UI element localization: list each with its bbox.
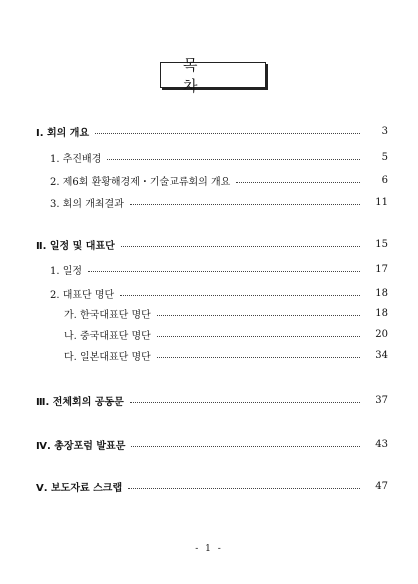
toc-entry-page: 37 — [375, 394, 388, 406]
toc-entry[interactable] — [0, 325, 418, 343]
dot-leader — [128, 487, 360, 489]
toc-entry[interactable] — [0, 260, 418, 278]
dot-leader — [130, 203, 360, 205]
toc-entry-page: 5 — [381, 151, 388, 163]
toc-entry-page: 11 — [375, 196, 388, 208]
toc-section[interactable] — [0, 477, 418, 495]
dot-leader — [130, 401, 360, 403]
toc-entry[interactable] — [0, 148, 418, 166]
toc-section[interactable] — [0, 435, 418, 453]
dot-leader — [157, 335, 360, 337]
toc-entry-label: Ⅳ. 총장포럼 발표문 — [36, 440, 126, 452]
dot-leader — [95, 132, 360, 134]
toc-entry-page: 6 — [381, 174, 388, 186]
dot-leader — [88, 270, 360, 272]
toc-entry-label: 2. 제6회 환황해경제・기술교류회의 개요 — [50, 176, 231, 188]
toc-entry-page: 43 — [375, 438, 388, 450]
toc-entry-page: 34 — [375, 349, 388, 361]
toc-entry[interactable] — [0, 171, 418, 189]
dot-leader — [120, 294, 360, 296]
toc-entry[interactable] — [0, 193, 418, 211]
toc-entry-label: Ⅲ. 전체회의 공동문 — [36, 396, 124, 408]
toc-entry-label: Ⅴ. 보도자료 스크랩 — [36, 482, 123, 494]
toc-entry-label: 가. 한국대표단 명단 — [64, 309, 151, 321]
toc-entry-label: 3. 회의 개최결과 — [50, 198, 124, 210]
toc-entry-label: 다. 일본대표단 명단 — [64, 351, 151, 363]
toc-entry-label: 1. 일정 — [50, 265, 83, 277]
toc-entry-page: 15 — [375, 238, 388, 250]
dot-leader — [131, 445, 360, 447]
toc-entry[interactable] — [0, 346, 418, 364]
toc-entry-page: 3 — [381, 125, 388, 137]
toc-section[interactable] — [0, 122, 418, 140]
page-number: - 1 - — [195, 544, 223, 554]
dot-leader — [157, 356, 360, 358]
dot-leader — [121, 245, 360, 247]
toc-entry-page: 47 — [375, 480, 388, 492]
dot-leader — [157, 314, 360, 316]
toc-entry-label: Ⅱ. 일정 및 대표단 — [36, 240, 115, 252]
toc-section[interactable] — [0, 391, 418, 409]
toc-section[interactable] — [0, 235, 418, 253]
dot-leader — [236, 181, 360, 183]
toc-entry-page: 18 — [375, 307, 388, 319]
toc-entry-label: 나. 중국대표단 명단 — [64, 330, 151, 342]
toc-title: 목 차 — [160, 62, 266, 88]
toc-entry-page: 17 — [375, 263, 388, 275]
toc-entry-label: Ⅰ. 회의 개요 — [36, 127, 90, 139]
toc-entry-label: 2. 대표단 명단 — [50, 289, 115, 301]
toc-entry[interactable] — [0, 304, 418, 322]
toc-entry-page: 20 — [375, 328, 388, 340]
dot-leader — [107, 158, 360, 160]
toc-entry[interactable] — [0, 284, 418, 302]
toc-entry-page: 18 — [375, 287, 388, 299]
toc-entry-label: 1. 추진배경 — [50, 153, 102, 165]
